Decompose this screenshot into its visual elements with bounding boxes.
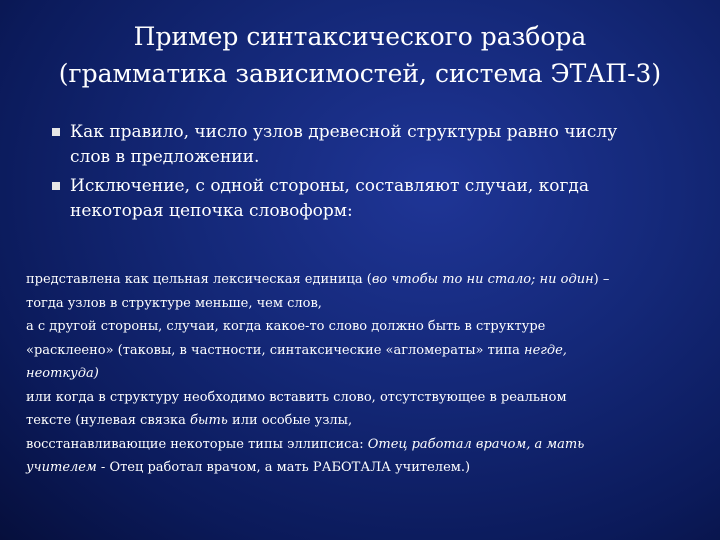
body-line: [26, 409, 696, 433]
text-run: - Отец работал врачом, а мать РАБОТАЛА учителем.): [96, 460, 471, 475]
body-line: или когда в структуру необходимо вставить слово, отсутствующее в реальном: [26, 389, 567, 405]
title-line-2: (грамматика зависимостей, система ЭТАП-3): [58, 59, 662, 88]
italic-example: негде,: [524, 342, 567, 358]
text-run: ) –: [593, 272, 610, 287]
bullet-item: [50, 120, 690, 170]
bullet-list: [50, 120, 690, 228]
text-run: тексте (нулевая связка: [26, 413, 190, 428]
title-line-1: Пример синтаксического разбора: [133, 22, 587, 51]
italic-example: быть: [189, 413, 228, 428]
italic-example: во чтобы то ни стало; ни один: [371, 272, 594, 287]
body-line: [26, 433, 696, 457]
text-run: «расклеено» (таковы, в частности, синтаксические «агломераты» типа: [26, 342, 525, 358]
text-run: или особые узлы,: [227, 413, 353, 428]
body-line: [26, 268, 696, 292]
square-bullet-icon: [52, 182, 60, 190]
body-line: [26, 339, 696, 363]
italic-example: Отец работал врачом, а мать: [367, 436, 585, 452]
italic-example: учителем: [26, 460, 97, 475]
slide-title: [0, 18, 720, 92]
text-run: представлена как цельная лексическая единица (: [26, 272, 372, 287]
italic-example: неоткуда): [26, 366, 99, 381]
bullet-line: некоторая цепочка словоформ:: [70, 201, 353, 221]
body-line: [26, 456, 696, 480]
bullet-item: [50, 174, 690, 224]
text-run: восстанавливающие некоторые типы эллипсиса:: [26, 436, 368, 452]
body-line: тогда узлов в структуре меньше, чем слов,: [26, 295, 322, 311]
square-bullet-icon: [52, 128, 60, 136]
body-paragraph: [26, 268, 696, 480]
bullet-line: Как правило, число узлов древесной структуры равно числу: [70, 122, 618, 142]
bullet-line: слов в предложении.: [70, 147, 260, 167]
body-line: а с другой стороны, случаи, когда какое-то слово должно быть в структуре: [26, 319, 546, 334]
bullet-line: Исключение, с одной стороны, составляют случаи, когда: [70, 176, 589, 196]
